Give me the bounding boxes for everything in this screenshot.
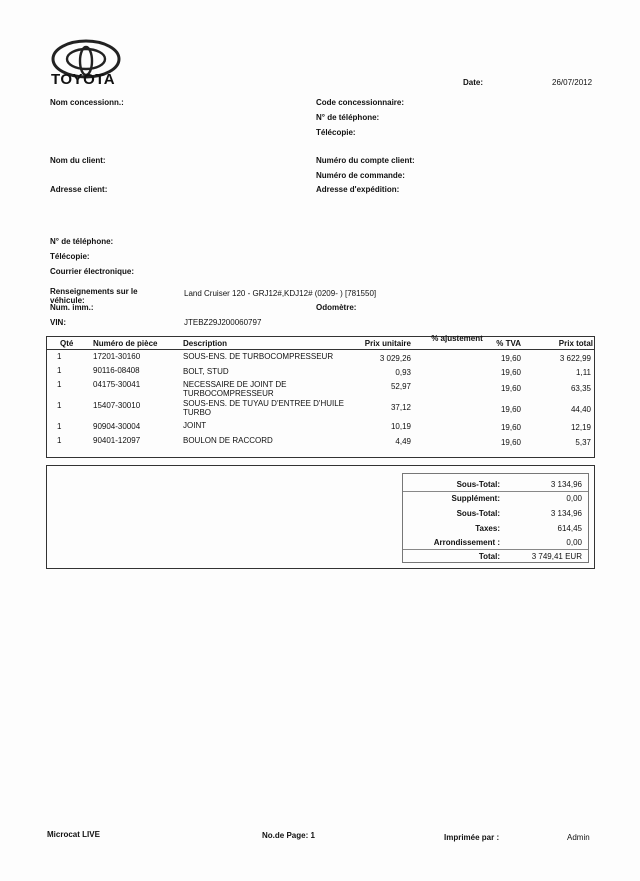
table-row-vat: 19,60 (500, 384, 521, 393)
table-row-desc: JOINT (183, 421, 207, 430)
table-row-vat: 19,60 (500, 368, 521, 377)
table-row-qty: 1 (57, 422, 62, 431)
totals-divider (403, 491, 588, 492)
header-part-number: Numéro de pièce (93, 339, 158, 348)
table-row-qty: 1 (57, 401, 62, 410)
table-row-total: 3 622,99 (559, 354, 591, 363)
customer-name-label: Nom du client: (50, 156, 106, 165)
dealer-code-label: Code concessionnaire: (316, 98, 405, 107)
table-row-desc: SOUS-ENS. DE TURBOCOMPRESSEUR (183, 352, 334, 361)
table-row-vat: 19,60 (500, 405, 521, 414)
table-header (47, 334, 594, 350)
subtotal-2-value: 3 134,96 (550, 509, 582, 518)
table-row-total: 63,35 (570, 384, 591, 393)
registration-label: Num. imm.: (50, 303, 94, 312)
table-row-part: 90904-30004 (93, 422, 141, 431)
fax-label: Télécopie: (50, 252, 90, 261)
table-row-total: 1,11 (576, 368, 591, 377)
table-row-desc: SOUS-ENS. DE TUYAU D'ENTREE D'HUILE TURBO (183, 399, 345, 417)
table-row-desc: NECESSAIRE DE JOINT DE TURBOCOMPRESSEUR (183, 380, 287, 398)
taxes-label: Taxes: (475, 524, 500, 533)
subtotal-value: 3 134,96 (550, 480, 582, 489)
header-description: Description (183, 339, 228, 348)
odometer-label: Odomètre: (316, 303, 357, 312)
vin-value: JTEBZ29J200060797 (184, 318, 262, 327)
customer-address-label: Adresse client: (50, 185, 108, 194)
rounding-label: Arrondissement : (433, 538, 500, 547)
header-vat: % TVA (496, 339, 521, 348)
header-adjustment: % ajustement (431, 334, 483, 343)
header-total-price: Prix total (558, 339, 593, 348)
table-row-qty: 1 (57, 436, 62, 445)
table-row-part: 04175-30041 (93, 380, 141, 389)
supplement-value: 0,00 (566, 494, 582, 503)
table-row-qty: 1 (57, 366, 62, 375)
table-row-total: 5,37 (575, 438, 591, 447)
table-row-part: 90401-12097 (93, 436, 141, 445)
table-row-qty: 1 (57, 380, 62, 389)
table-row-desc: BOULON DE RACCORD (183, 436, 273, 445)
dealer-fax-label: Télécopie: (316, 128, 356, 137)
date-value: 26/07/2012 (552, 78, 593, 87)
totals-divider (403, 549, 588, 550)
taxes-value: 614,45 (557, 524, 582, 533)
vehicle-info-label: Renseignements sur le véhicule: (50, 287, 138, 305)
vehicle-info-value: Land Cruiser 120 - GRJ12#,KDJ12# (0209- ) [781550] (184, 289, 377, 298)
table-row-part: 17201-30160 (93, 352, 141, 361)
totals-section (46, 465, 595, 569)
table-row-desc: BOLT, STUD (183, 367, 229, 376)
dealer-phone-label: N° de téléphone: (316, 113, 380, 122)
total-label: Total: (478, 552, 500, 561)
table-row-vat: 19,60 (500, 354, 521, 363)
table-row-unit: 10,19 (390, 422, 411, 431)
table-row-part: 15407-30010 (93, 401, 141, 410)
subtotal-label: Sous-Total: (456, 480, 500, 489)
table-row-total: 44,40 (570, 405, 591, 414)
supplement-label: Supplément: (451, 494, 500, 503)
phone-label: N° de téléphone: (50, 237, 114, 246)
table-row-unit: 0,93 (395, 368, 411, 377)
dealer-name-label: Nom concessionn.: (50, 98, 124, 107)
table-row-vat: 19,60 (500, 423, 521, 432)
date-label: Date: (463, 78, 484, 87)
email-label: Courrier électronique: (50, 267, 135, 276)
total-value: 3 749,41 EUR (531, 552, 582, 561)
vin-label: VIN: (50, 318, 66, 327)
subtotal-2-label: Sous-Total: (456, 509, 500, 518)
table-row-unit: 52,97 (390, 382, 411, 391)
table-row-unit: 3 029,26 (379, 354, 411, 363)
footer-printed-by-value: Admin (567, 833, 590, 842)
header-unit-price: Prix unitaire (364, 339, 411, 348)
brand-name: TOYOTA (51, 71, 116, 88)
order-number-label: Numéro de commande: (316, 171, 405, 180)
footer-printed-by-label: Imprimée par : (444, 833, 500, 842)
table-row-part: 90116-08408 (93, 366, 140, 375)
header-qty: Qté (60, 339, 74, 348)
table-row-qty: 1 (57, 352, 62, 361)
table-row-total: 12,19 (570, 423, 591, 432)
customer-account-label: Numéro du compte client: (316, 156, 415, 165)
line-items-table (46, 336, 595, 458)
rounding-value: 0,00 (566, 538, 582, 547)
totals-box (402, 473, 589, 563)
shipping-address-label: Adresse d'expédition: (316, 185, 400, 194)
footer-app-name: Microcat LIVE (47, 830, 100, 839)
table-row-unit: 37,12 (390, 403, 411, 412)
table-row-unit: 4,49 (395, 437, 411, 446)
footer-page-number: No.de Page: 1 (262, 831, 315, 840)
table-row-vat: 19,60 (500, 438, 521, 447)
